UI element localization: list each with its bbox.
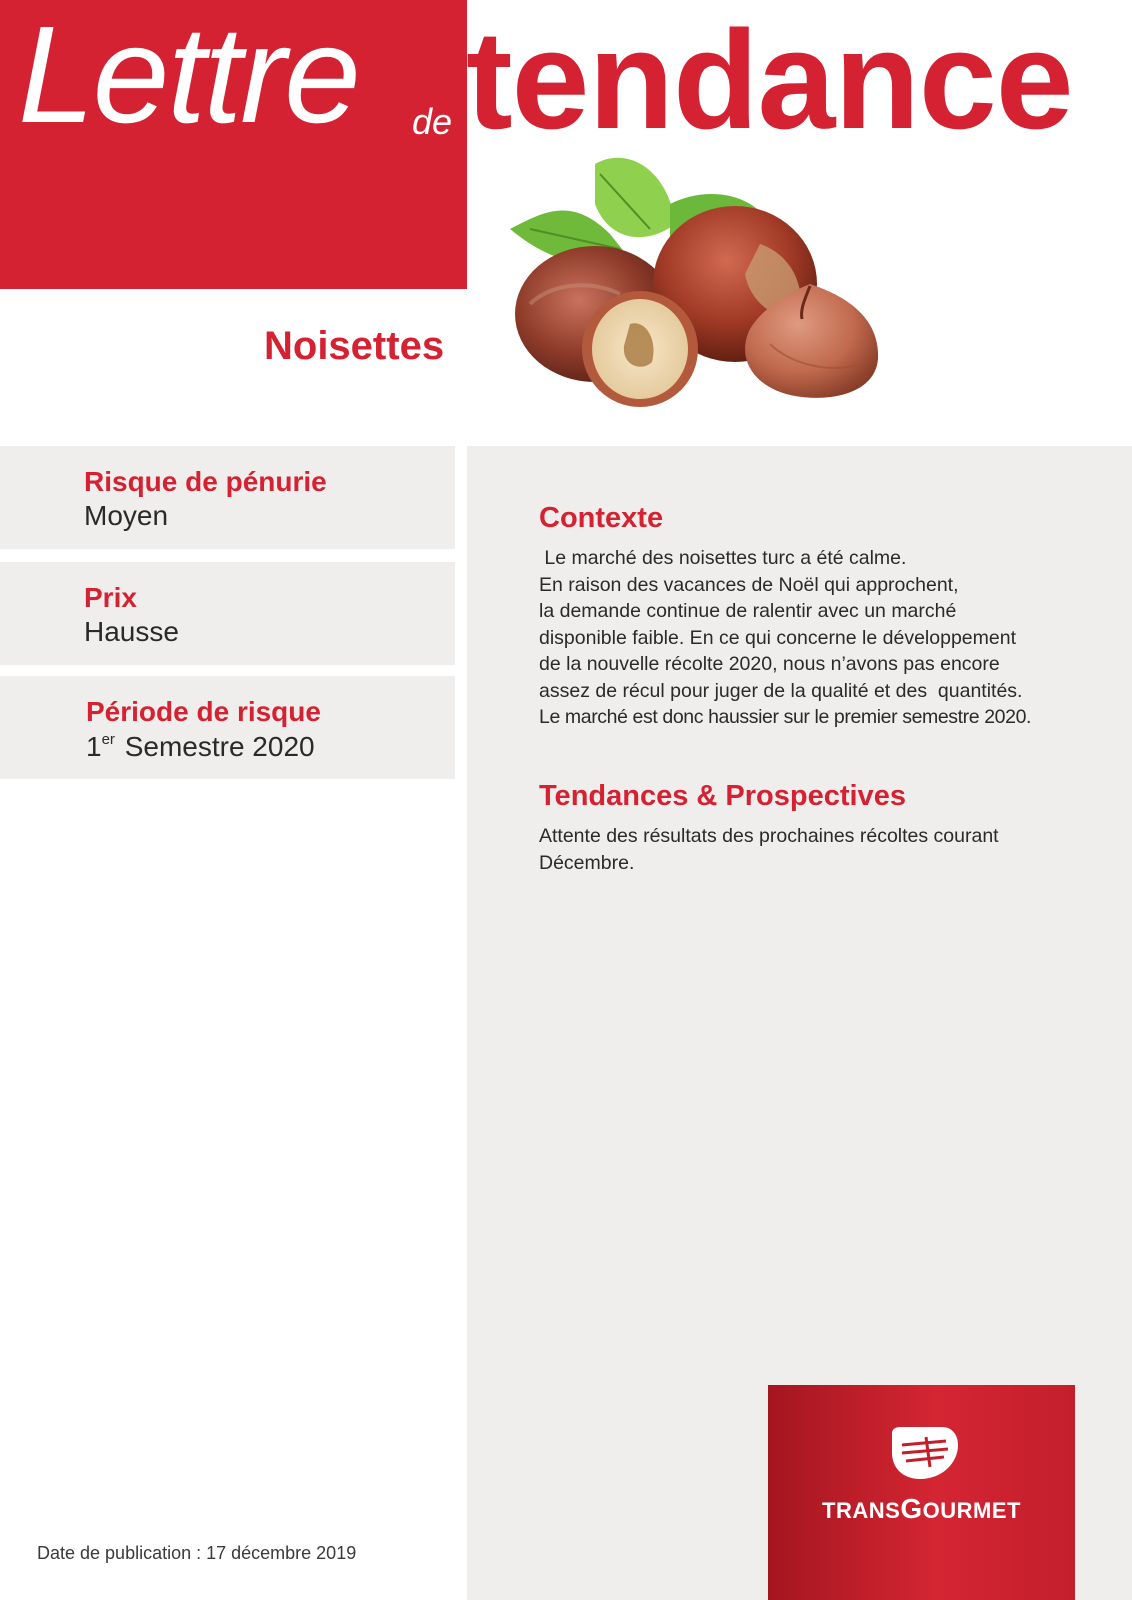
transgourmet-logo xyxy=(768,1385,1075,1600)
info-value: Hausse xyxy=(84,616,179,647)
text-line: de la nouvelle récolte 2020, nous n’avons pas encore xyxy=(539,653,1000,675)
text-line: assez de récul pour juger de la qualité et des quantités. xyxy=(539,679,1023,702)
text-line: la demande continue de ralentir avec un marché xyxy=(539,600,957,622)
transgourmet-logo-icon xyxy=(886,1427,960,1481)
info-box-shortage-risk xyxy=(0,446,455,549)
product-name: Noisettes xyxy=(264,324,445,368)
info-label: Période de risque xyxy=(86,696,321,727)
info-box-risk-period xyxy=(0,676,455,779)
text-line: En raison des vacances de Noël qui approchent, xyxy=(539,573,959,596)
title-lettre: Lettre xyxy=(18,0,359,152)
info-value-number: 1 xyxy=(86,731,102,762)
info-label: Prix xyxy=(84,582,137,613)
title-tendance: tendance xyxy=(466,1,1073,158)
info-label: Risque de pénurie xyxy=(84,466,327,497)
title-de: de xyxy=(412,101,453,142)
info-box-price xyxy=(0,562,455,665)
transgourmet-wordmark: TRANSGOURMET xyxy=(822,1493,1021,1524)
text-line: Décembre. xyxy=(539,851,635,874)
tendances-text xyxy=(539,823,1099,876)
text-line: disponible faible. En ce qui concerne le développement xyxy=(539,626,1016,649)
contexte-title: Contexte xyxy=(539,502,664,534)
contexte-text xyxy=(539,545,1099,731)
info-value-text: Semestre 2020 xyxy=(124,731,315,762)
hazelnuts-image xyxy=(500,134,900,424)
text-line: Attente des résultats des prochaines récoltes courant xyxy=(539,825,999,847)
publication-date: Date de publication : 17 décembre 2019 xyxy=(37,1543,357,1563)
text-line: Le marché des noisettes turc a été calme. xyxy=(539,547,907,569)
tendances-title: Tendances & Prospectives xyxy=(539,780,906,812)
info-value xyxy=(86,732,315,761)
info-value: Moyen xyxy=(84,500,169,531)
text-line: Le marché est donc haussier sur le premier semestre 2020. xyxy=(539,706,1032,728)
info-value-superscript: er xyxy=(101,731,115,748)
